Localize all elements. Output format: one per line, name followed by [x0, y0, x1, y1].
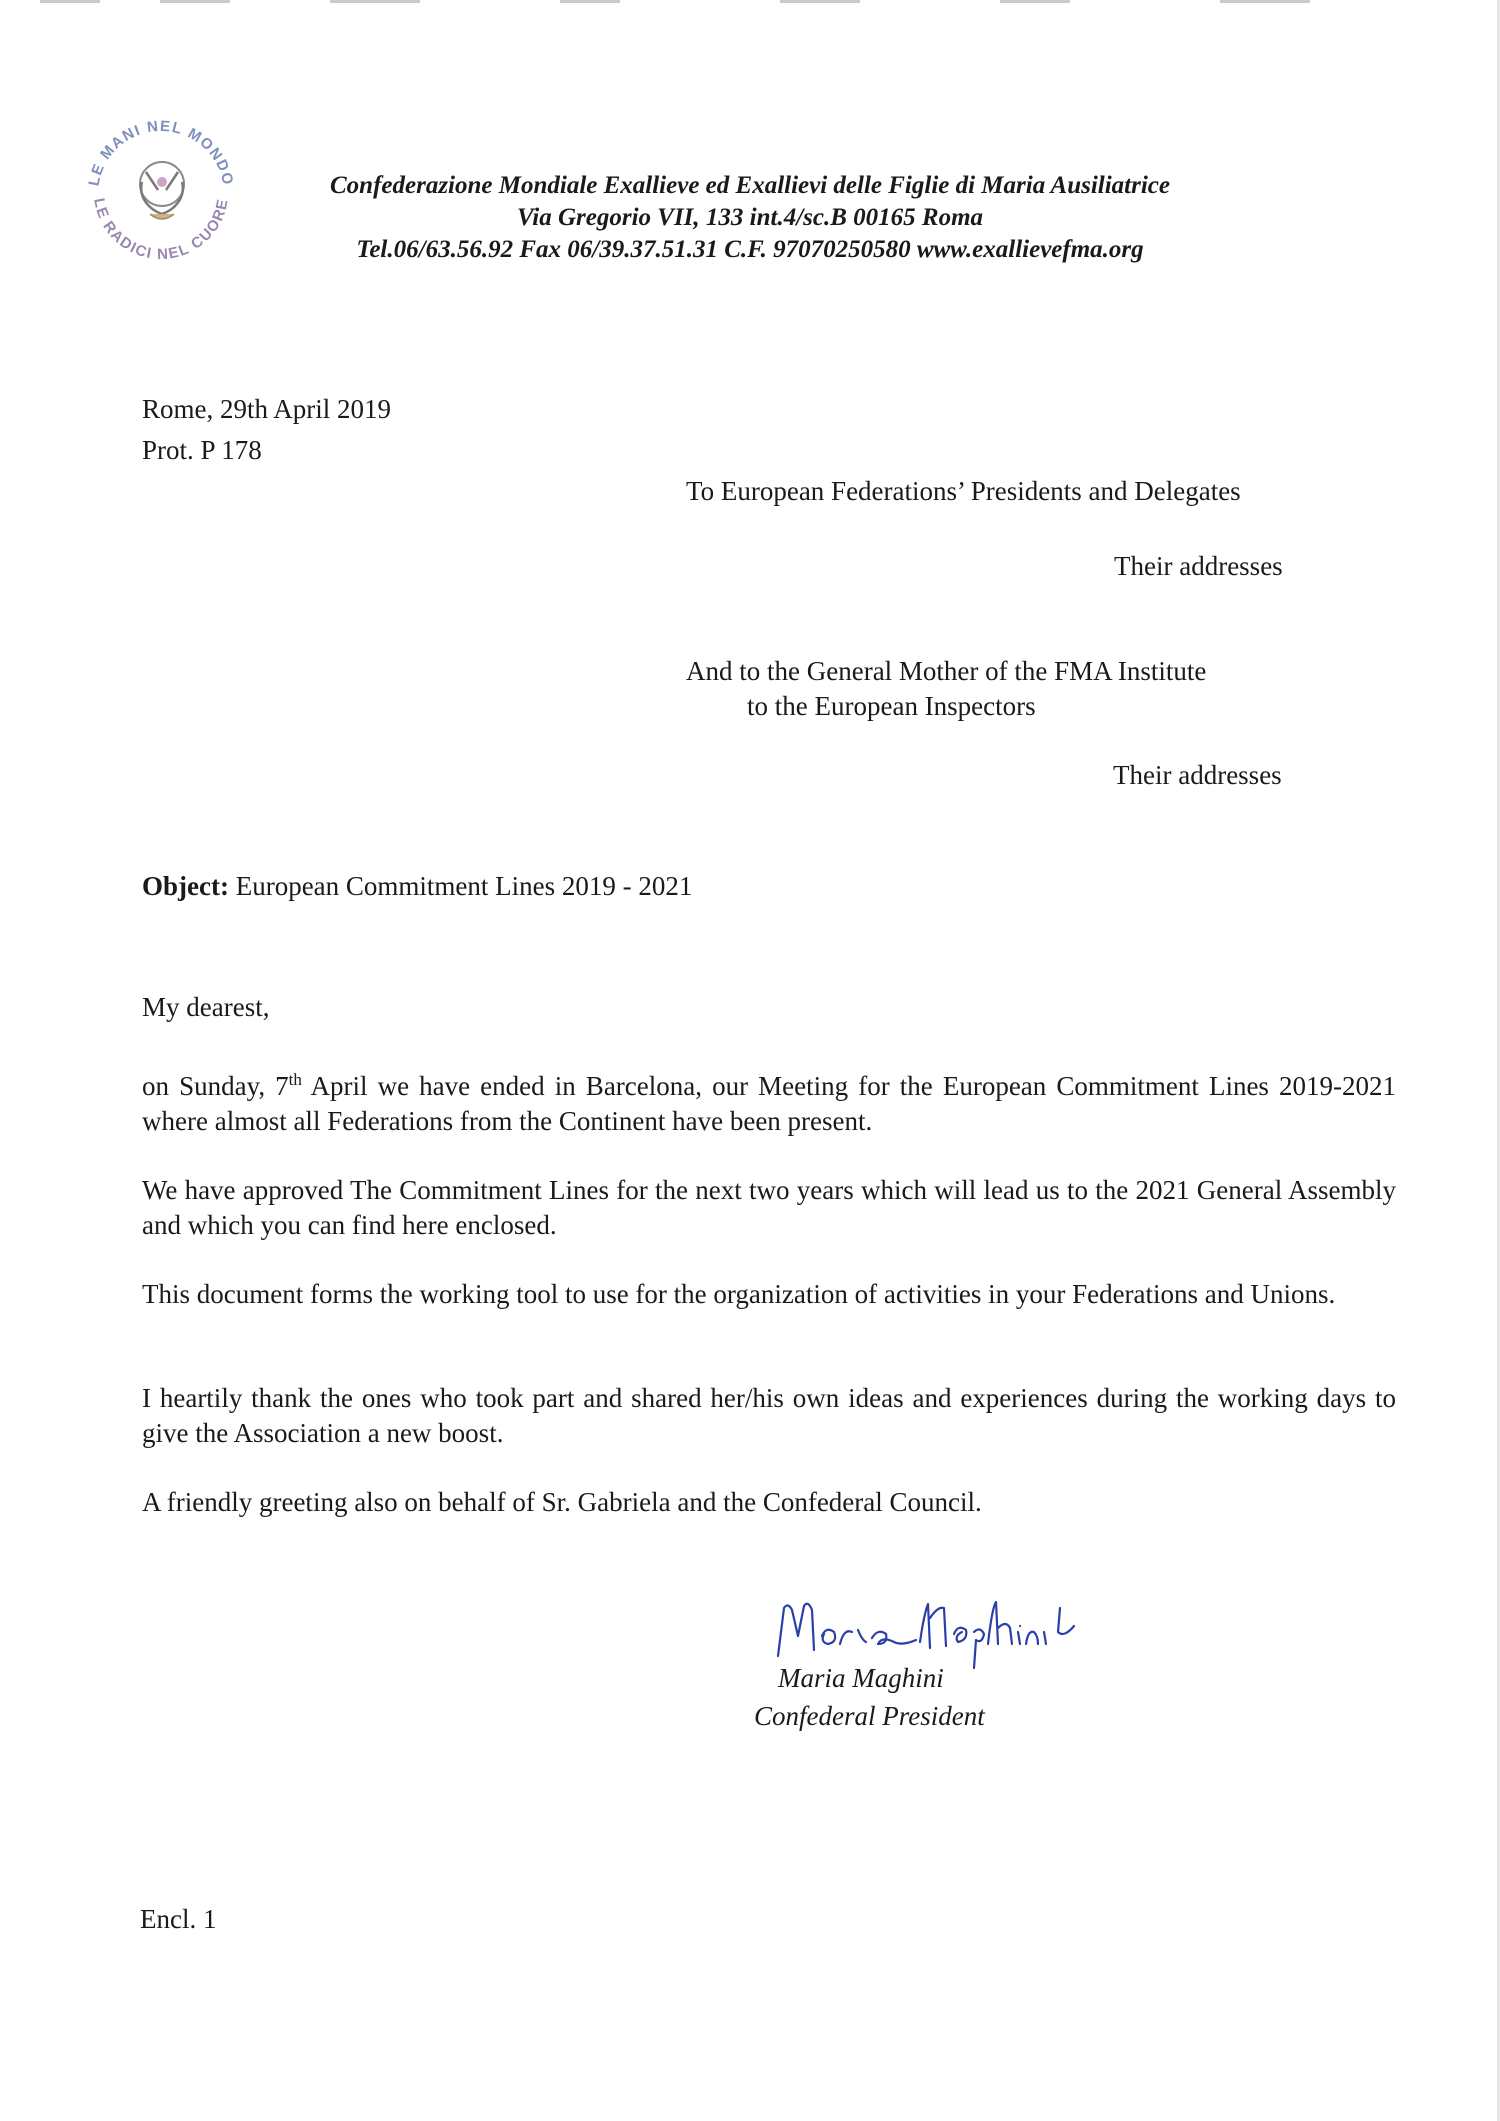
object-text: European Commitment Lines 2019 - 2021: [235, 871, 693, 901]
scan-mark: [1220, 0, 1310, 3]
scan-mark: [780, 0, 860, 3]
paragraph-meeting: [142, 1069, 1396, 1139]
enclosure-note: Encl. 1: [140, 1904, 217, 1934]
scan-mark: [330, 0, 420, 3]
scan-mark: [160, 0, 230, 3]
signatory-title: Confederal President: [754, 1701, 985, 1731]
logo-top-text: LE MANI NEL MONDO: [85, 117, 237, 188]
scan-mark: [1000, 0, 1070, 3]
recipient-addresses: Their addresses: [1114, 551, 1283, 581]
paragraph-meeting-ordinal: th: [288, 1070, 302, 1089]
object-label: Object:: [142, 871, 229, 901]
letterhead-address: Via Gregorio VII, 133 int.4/sc.B 00165 Roma: [516, 204, 984, 231]
paragraph-thanks: I heartily thank the ones who took part and shared her/his own ideas and experiences during the working days to give the Association a new boost.: [142, 1383, 1396, 1448]
scan-mark: [560, 0, 620, 3]
object-line: [142, 869, 692, 904]
salutation: My dearest,: [142, 992, 270, 1022]
recipient-inspectors: to the European Inspectors: [747, 691, 1036, 721]
paragraph-working-tool: This document forms the working tool to use for the organization of activities in your Federations and Unions.: [142, 1279, 1336, 1309]
logo-bottom-text: LE RADICI NEL CUORE: [90, 196, 232, 264]
svg-text:LE MANI NEL MONDO: [85, 118, 236, 188]
hands-globe-icon: [140, 162, 184, 219]
letterhead-contacts: Tel.06/63.56.92 Fax 06/39.37.51.31 C.F. 97070250580 www.exallievefma.org: [356, 236, 1144, 263]
date-line: Rome, 29th April 2019: [142, 394, 391, 424]
protocol-number: Prot. P 178: [142, 435, 262, 465]
signatory-name: Maria Maghini: [778, 1663, 944, 1693]
organization-logo: [76, 102, 246, 272]
paragraph-greeting: A friendly greeting also on behalf of Sr. Gabriela and the Confederal Council.: [142, 1487, 982, 1517]
paragraph-approval: We have approved The Commitment Lines for the next two years which will lead us to the 2021 General Assembly and which you can find here enclosed.: [142, 1175, 1396, 1240]
recipient-addresses-2: Their addresses: [1113, 760, 1282, 790]
recipient-general-mother: And to the General Mother of the FMA Institute: [686, 656, 1207, 686]
paragraph-meeting-text-b: April we have ended in Barcelona, our Meeting for the European Commitment Lines 2019-2021 where almost all Federations from the Continent have been present.: [142, 1071, 1397, 1136]
scan-mark: [40, 0, 100, 3]
recipient-federations: To European Federations’ Presidents and Delegates: [686, 476, 1241, 506]
paragraph-meeting-text-a: on Sunday, 7: [142, 1071, 289, 1101]
letterhead-organization: Confederazione Mondiale Exallieve ed Exallievi delle Figlie di Maria Ausiliatrice: [330, 172, 1170, 199]
